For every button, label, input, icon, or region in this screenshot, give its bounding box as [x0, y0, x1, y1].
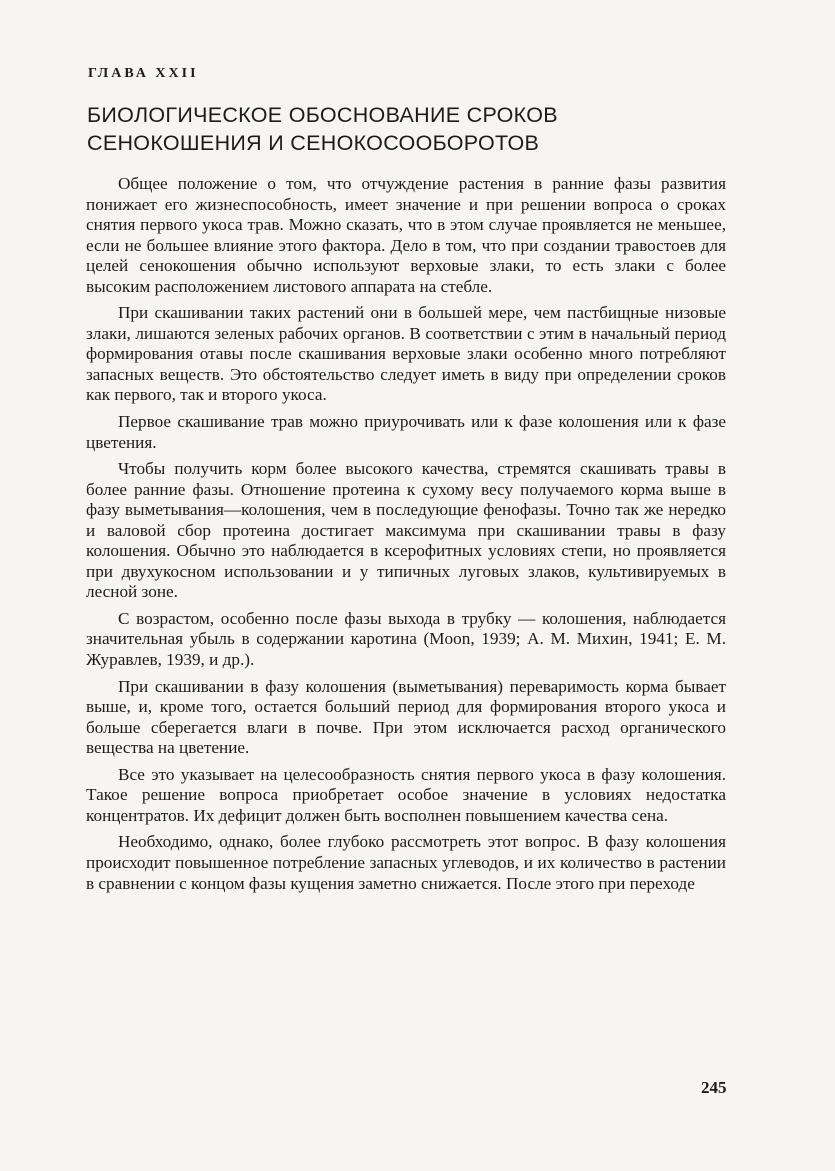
- chapter-title-line-2: СЕНОКОШЕНИЯ И СЕНОКОСООБОРОТОВ: [87, 131, 540, 155]
- paragraph: При скашивании таких растений они в большей мере, чем пастбищные низовые злаки, лишаются зеленых рабочих органов. В соответствии с этим в начальный период формирования отавы после скашивания верховые злаки особенно много потребляют запасных веществ. Это обстоятельство следует иметь в виду при определении сроков как первого, так и второго укоса.: [86, 303, 726, 405]
- body-text: [86, 174, 726, 900]
- paragraph: Все это указывает на целесообразность снятия первого укоса в фазу колошения. Такое решение вопроса приобретает особое значение в условиях недостатка концентратов. Их дефицит должен быть восполнен повышением качества сена.: [86, 764, 726, 825]
- chapter-title-line-1: БИОЛОГИЧЕСКОЕ ОБОСНОВАНИЕ СРОКОВ: [87, 103, 558, 127]
- paragraph: Чтобы получить корм более высокого качества, стремятся скашивать травы в более ранние фазы. Отношение протеина к сухому весу получаемого корма выше в фазу выметывания—колошения, чем в последующие фенофазы. Точно так же нередко и валовой сбор протеина достигает максимума при скашивании травы в фазу колошения. Обычно это наблюдается в ксерофитных условиях степи, но проявляется при двухукосном использовании и у типичных луговых злаков, культивируемых в лесной зоне.: [86, 459, 726, 602]
- paragraph: Общее положение о том, что отчуждение растения в ранние фазы развития понижает его жизнеспособность, имеет значение и при решении вопроса о сроках снятия первого укоса трав. Можно сказать, что в этом случае проявляется не меньшее, если не большее влияние этого фактора. Дело в том, что при создании травостоев для целей сенокошения обычно используют верховые злаки, то есть злаки с более высоким расположением листового аппарата на стебле.: [86, 174, 726, 296]
- page-number: 245: [701, 1078, 727, 1097]
- paragraph: С возрастом, особенно после фазы выхода в трубку — колошения, наблюдается значительная убыль в содержании каротина (Moon, 1939; А. М. Михин, 1941; Е. М. Журавлев, 1939, и др.).: [86, 608, 726, 670]
- chapter-title: [87, 101, 747, 157]
- paragraph: При скашивании в фазу колошения (выметывания) переваримость корма бывает выше, и, кроме того, остается больший период для формирования второго укоса и больше сберегается влаги в почве. При этом исключается расход органического вещества на цветение.: [86, 676, 726, 758]
- chapter-label: ГЛАВА XXII: [88, 66, 199, 81]
- paragraph: Необходимо, однако, более глубоко рассмотреть этот вопрос. В фазу колошения происходит повышенное потребление запасных углеводов, и их количество в растении в сравнении с концом фазы кущения заметно снижается. После этого при переходе: [86, 832, 726, 893]
- paragraph: Первое скашивание трав можно приурочивать или к фазе колошения или к фазе цветения.: [86, 412, 726, 452]
